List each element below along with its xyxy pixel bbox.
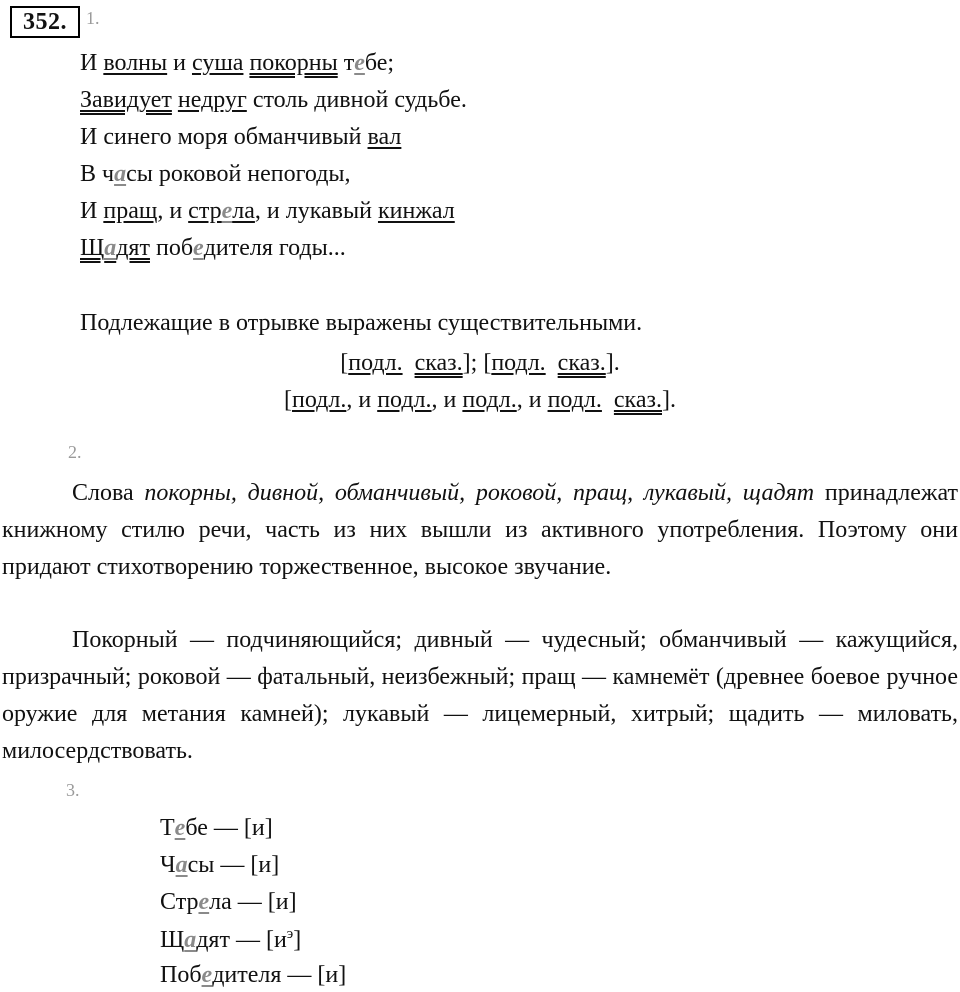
unstressed-vowel: е [221,198,233,224]
unstressed-vowel: е [354,50,365,76]
transcription-row: Стрела — [и] [160,889,297,915]
subjects-note: Подлежащие в отрывке выражены существительными. [80,310,643,336]
subject-word: волны [103,50,168,76]
subject-word: суша [191,50,244,76]
part-number-1: 1. [86,8,100,28]
transcription-row: Щадят — $[и^э]$ [160,926,302,953]
subject-word: кинжал [377,198,455,224]
poem-line-2: Завидует недруг столь дивной судьбе. [80,87,467,113]
paragraph-definitions: Покорный — подчиняющийся; дивный — чудесный; обманчивый — кажущийся, призрачный; роковой — фатальный, неизбежный; пращ — камнемёт (древнее боевое ручное оружие для метания камней); лукавый — лицемерный, хитрый; щадить — миловать, милосердствовать. [2,627,958,764]
transcription-row: Победителя — [и] [160,962,347,988]
sentence-scheme-2: [подл., и подл., и подл., и подл. сказ.]. [284,387,676,413]
poem-line-4: В часы роковой непогоды, [80,161,351,187]
subject-word: недруг [177,87,247,113]
italic-words: покорны, дивной, обманчивый, роковой, пращ, лукавый, щадят [144,480,815,506]
poem-line-6: Щадят победителя годы... [80,235,346,261]
transcription-row: Тебе — [и] [160,815,273,841]
part-number-2: 2. [68,442,82,462]
part-number-3: 3. [66,780,80,800]
unstressed-vowel: а [104,235,117,261]
exercise-number: 352. [10,6,80,38]
poem-line-3: И синего моря обманчивый вал [80,124,402,150]
poem-line-1: И волны и суша покорны тебе; [80,50,395,76]
paragraph-style: Слова покорны, дивной, обманчивый, роковой, пращ, лукавый, щадят принадлежат книжному стилю речи, часть из них вышли из активного употребления. Поэтому они придают стихотворению торжественное, высокое звучание. [2,480,958,580]
transcription-row: Часы — [и] [160,852,280,878]
predicate-word: покорны [249,50,338,76]
predicate-word: Щадят [80,235,150,261]
sentence-scheme-1: [подл. сказ.]; [подл. сказ.]. [340,350,620,376]
predicate-word: Завидует [80,87,172,113]
subject-word: вал [367,124,402,150]
unstressed-vowel: е [193,235,204,261]
subject-word: стрела [188,198,255,224]
poem-line-5: И пращ, и стрела, и лукавый кинжал [80,198,455,224]
subject-word: пращ [103,198,158,224]
unstressed-vowel: а [114,161,127,187]
